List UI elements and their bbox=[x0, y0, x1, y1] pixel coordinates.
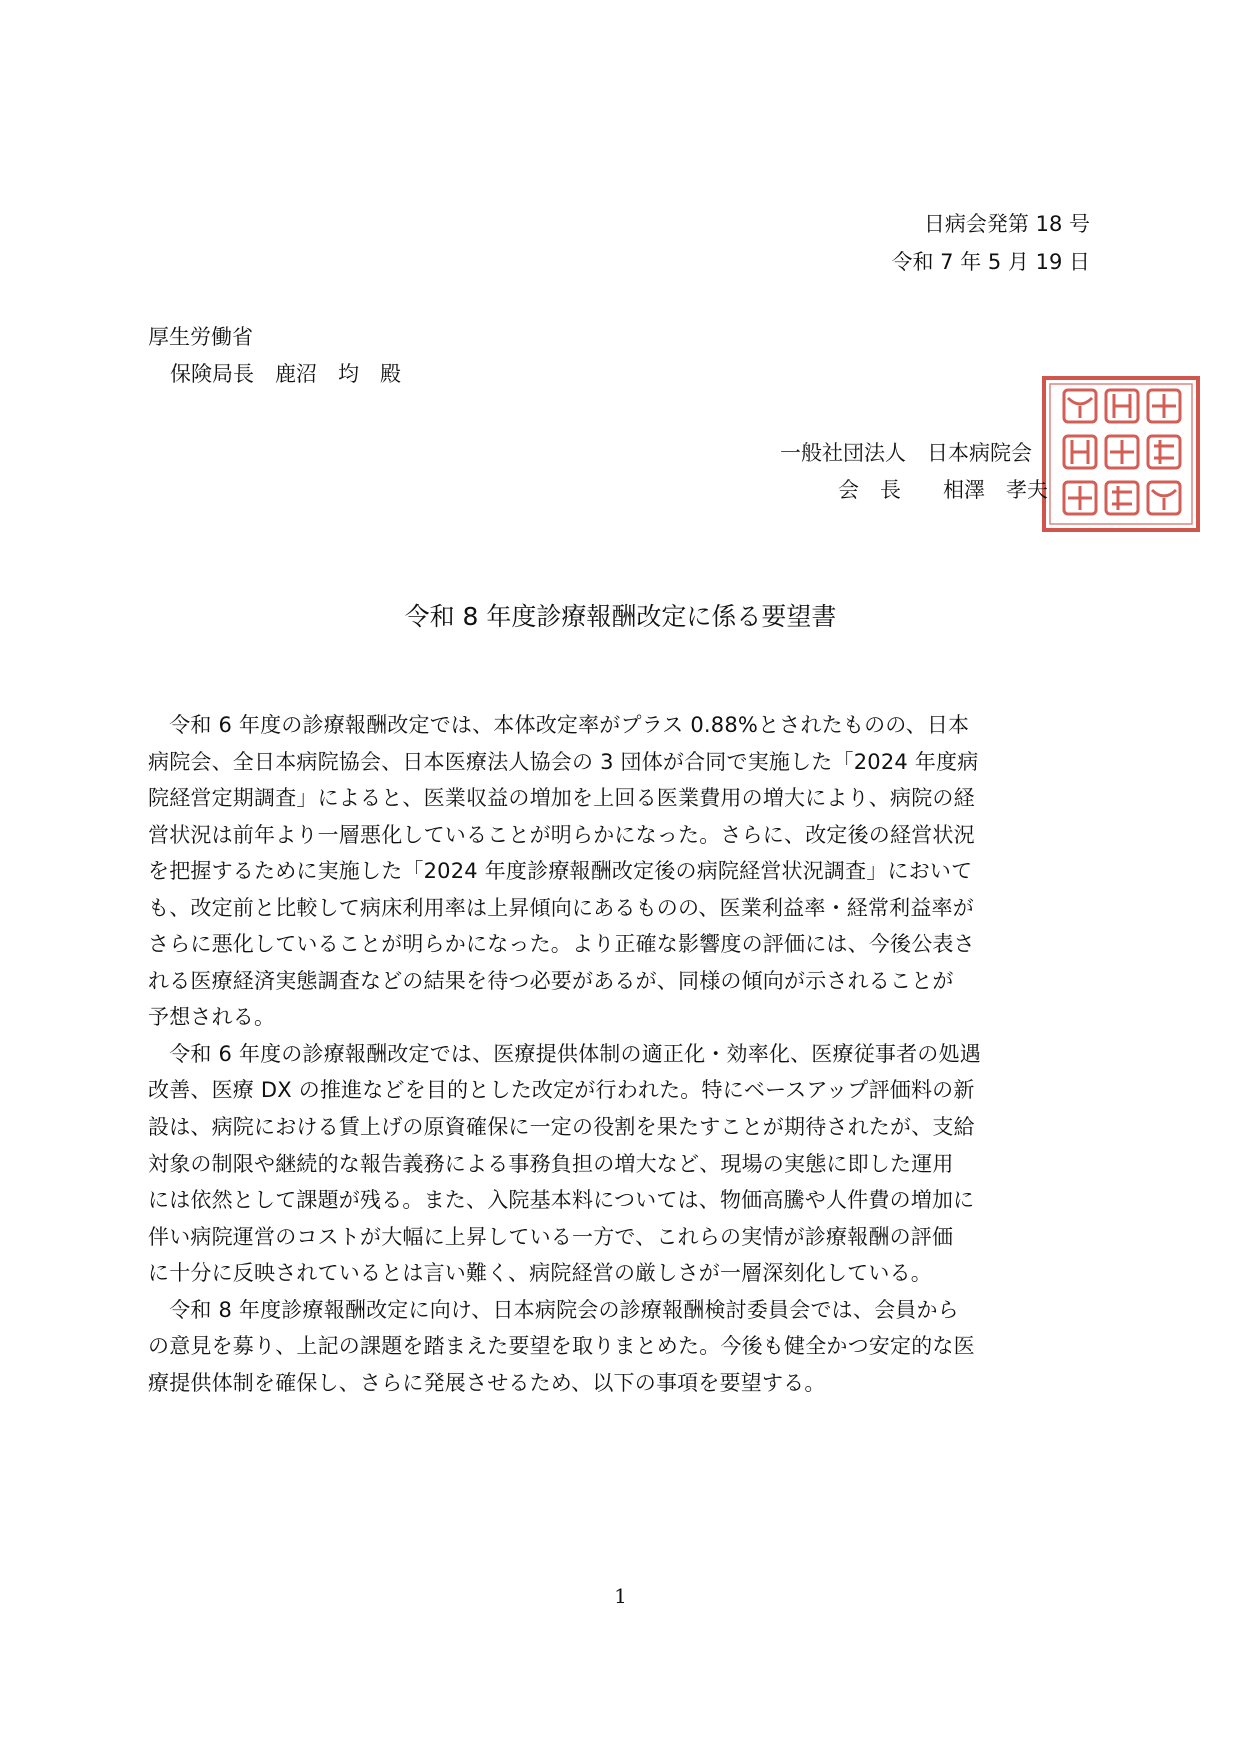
official-seal bbox=[1040, 374, 1202, 534]
body-line: 対象の制限や継続的な報告義務による事務負担の増大など、現場の実態に即した運用 bbox=[148, 1151, 954, 1176]
sender-organization: 一般社団法人 日本病院会 bbox=[780, 441, 1032, 465]
body-line: 院経営定期調査」によると、医業収益の増加を上回る医業費用の増大により、病院の経 bbox=[148, 786, 975, 811]
body-line: を把握するために実施した「2024 年度診療報酬改定後の病院経営状況調査」において bbox=[148, 859, 973, 884]
seal-icon bbox=[1040, 374, 1202, 534]
document-title: 令和 8 年度診療報酬改定に係る要望書 bbox=[404, 602, 837, 631]
body-line: 令和 8 年度診療報酬改定に向け、日本病院会の診療報酬検討委員会では、会員から bbox=[148, 1297, 959, 1322]
body-line: 予想される。 bbox=[148, 1005, 276, 1030]
body-line: 営状況は前年より一層悪化していることが明らかになった。さらに、改定後の経営状況 bbox=[148, 822, 975, 847]
body-line: 令和 6 年度の診療報酬改定では、医療提供体制の適正化・効率化、医療従事者の処遇 bbox=[148, 1041, 981, 1066]
body-line: れる医療経済実態調査などの結果を待つ必要があるが、同様の傾向が示されることが bbox=[148, 968, 954, 993]
recipient-ministry: 厚生労働省 bbox=[148, 325, 253, 349]
sender-president: 会 長 相澤 孝夫 bbox=[838, 478, 1048, 502]
body-line: 設は、病院における賃上げの原資確保に一定の役割を果たすことが期待されたが、支給 bbox=[148, 1115, 975, 1140]
body-line: 療提供体制を確保し、さらに発展させるため、以下の事項を要望する。 bbox=[148, 1370, 826, 1395]
page-number: 1 bbox=[614, 1584, 627, 1608]
body-line: 令和 6 年度の診療報酬改定では、本体改定率がプラス 0.88%とされたものの、日本 bbox=[148, 713, 970, 737]
body-line: の意見を募り、上記の課題を踏まえた要望を取りまとめた。今後も健全かつ安定的な医 bbox=[148, 1334, 975, 1359]
document-date: 令和 7 年 5 月 19 日 bbox=[891, 250, 1090, 274]
body-line: 伴い病院運営のコストが大幅に上昇している一方で、これらの実情が診療報酬の評価 bbox=[148, 1224, 954, 1249]
recipient-name: 保険局長 鹿沼 均 殿 bbox=[170, 362, 401, 386]
body-text bbox=[148, 707, 1088, 1401]
body-line: さらに悪化していることが明らかになった。より正確な影響度の評価には、今後公表さ bbox=[148, 932, 975, 957]
body-line: に十分に反映されているとは言い難く、病院経営の厳しさが一層深刻化している。 bbox=[148, 1261, 932, 1286]
body-line: には依然として課題が残る。また、入院基本料については、物価高騰や人件費の増加に bbox=[148, 1188, 975, 1213]
body-line: 病院会、全日本病院協会、日本医療法人協会の 3 団体が合同で実施した「2024 年度病 bbox=[148, 749, 979, 774]
document-number: 日病会発第 18 号 bbox=[923, 212, 1090, 236]
body-line: も、改定前と比較して病床利用率は上昇傾向にあるものの、医業利益率・経常利益率が bbox=[148, 895, 974, 920]
body-line: 改善、医療 DX の推進などを目的とした改定が行われた。特にベースアップ評価料の新 bbox=[148, 1078, 975, 1103]
